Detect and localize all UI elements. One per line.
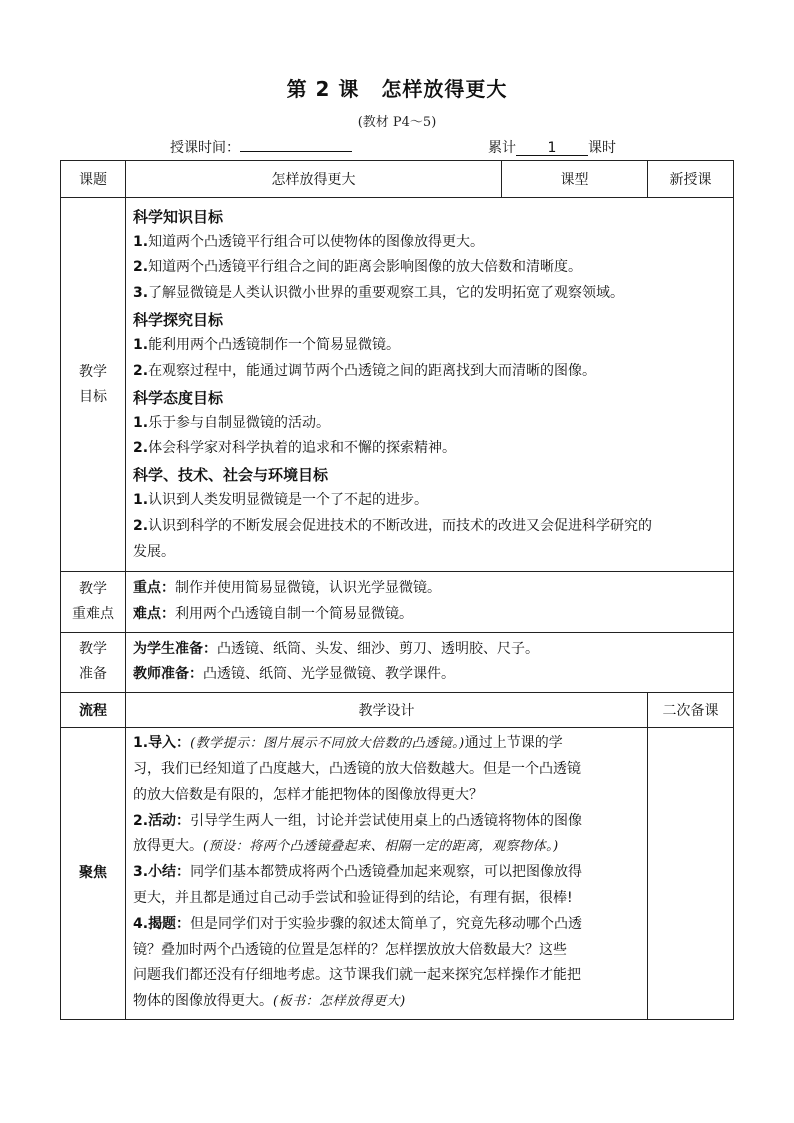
section-head: 科学态度目标: [133, 388, 224, 407]
design-header: 教学设计: [126, 693, 648, 728]
topic-label: 课题: [61, 161, 126, 198]
lesson-number: 第 2 课: [286, 77, 360, 101]
textbook-pages: (教材 P4～5): [357, 115, 437, 130]
section-head: 科学知识目标: [133, 207, 224, 226]
focus-row: [61, 728, 734, 1020]
lesson-plan-table: [60, 160, 734, 1020]
focus-line: 问题我们都还没有仔细地考虑。这节课我们就一起来探究怎样操作才能把: [133, 967, 581, 984]
topic-value: 怎样放得更大: [126, 161, 502, 198]
objectives-label: [61, 198, 126, 572]
objective-item: 2.在观察过程中，能通过调节两个凸透镜之间的距离找到大而清晰的图像。: [133, 362, 597, 379]
objective-item: 1.认识到人类发明显微镜是一个了不起的进步。: [133, 492, 429, 509]
class-time-label: 授课时间：: [170, 140, 240, 156]
keypoints-label-2: 重难点: [72, 605, 114, 622]
second-prep-cell: [648, 728, 734, 1020]
course-type-label: 课型: [502, 161, 648, 198]
student-prep: 为学生准备：凸透镜、纸筒、头发、细沙、剪刀、透明胶、尺子。: [133, 640, 539, 657]
objective-item: 1.乐于参与自制显微镜的活动。: [133, 414, 331, 431]
objectives-label-1: 教学: [79, 363, 107, 380]
key-point: 重点：制作并使用简易显微镜，认识光学显微镜。: [133, 580, 441, 596]
focus-line: 物体的图像放得更大。(板书：怎样放得更大): [133, 993, 406, 1010]
teacher-prep: 教师准备：凸透镜、纸筒、光学显微镜、教学课件。: [133, 666, 455, 683]
lesson-name: 怎样放得更大: [381, 77, 508, 101]
objectives-label-2: 目标: [79, 388, 107, 405]
objective-item-tail: 发展。: [133, 543, 175, 560]
class-time: [170, 137, 352, 157]
focus-label: 聚焦: [61, 728, 126, 1020]
focus-line: 4.揭题：但是同学们对于实验步骤的叙述太简单了，究竟先移动哪个凸透: [133, 915, 583, 932]
cumulative-label: 累计: [488, 140, 516, 156]
objectives-content: [126, 198, 734, 572]
keypoints-row: [61, 572, 734, 633]
cumulative: [488, 137, 616, 157]
prep-label-1: 教学: [79, 641, 107, 658]
keypoints-label-1: 教学: [79, 580, 107, 597]
cumulative-unit: 课时: [588, 140, 616, 156]
focus-content: [126, 728, 648, 1020]
keypoints-content: [126, 572, 734, 633]
difficult-point: 难点：利用两个凸透镜自制一个简易显微镜。: [133, 605, 413, 622]
prep-label-2: 准备: [79, 666, 107, 683]
objective-item: 3.了解显微镜是人类认识微小世界的重要观察工具，它的发明拓宽了观察领域。: [133, 285, 625, 302]
topic-row: [61, 161, 734, 198]
focus-line: 的放大倍数是有限的，怎样才能把物体的图像放得更大？: [133, 786, 483, 803]
section-head: 科学探究目标: [133, 310, 224, 329]
prep-row: [61, 632, 734, 693]
prep-content: [126, 632, 734, 693]
focus-line: 镜？叠加时两个凸透镜的位置是怎样的？怎样摆放放大倍数最大？这些: [133, 941, 567, 958]
meta-row: [60, 137, 732, 157]
class-time-blank: [240, 137, 352, 152]
keypoints-label: [61, 572, 126, 633]
focus-line: 放得更大。(预设：将两个凸透镜叠起来、相隔一定的距离，观察物体。): [133, 838, 559, 855]
focus-line: 1.导入：(教学提示：图片展示不同放大倍数的凸透镜。)通过上节课的学: [133, 735, 563, 752]
cumulative-value: 1: [516, 141, 588, 156]
process-header: 流程: [61, 693, 126, 728]
objective-item: 2.知道两个凸透镜平行组合之间的距离会影响图像的放大倍数和清晰度。: [133, 259, 583, 276]
focus-line: 2.活动：引导学生两人一组，讨论并尝试使用桌上的凸透镜将物体的图像: [133, 812, 583, 829]
flow-header-row: [61, 693, 734, 728]
objectives-row: [61, 198, 734, 572]
section-head: 科学、技术、社会与环境目标: [133, 466, 329, 485]
course-type-value: 新授课: [648, 161, 734, 198]
lesson-title: [0, 73, 794, 102]
focus-line: 3.小结：同学们基本都赞成将两个凸透镜叠加起来观察，可以把图像放得: [133, 864, 583, 881]
objective-item: 1.知道两个凸透镜平行组合可以使物体的图像放得更大。: [133, 233, 485, 250]
second-prep-header: 二次备课: [648, 693, 734, 728]
prep-label: [61, 632, 126, 693]
objective-item: 1.能利用两个凸透镜制作一个简易显微镜。: [133, 336, 401, 353]
focus-line: 习，我们已经知道了凸度越大，凸透镜的放大倍数越大。但是一个凸透镜: [133, 760, 581, 777]
focus-line: 更大，并且都是通过自己动手尝试和验证得到的结论，有理有据，很棒!: [133, 889, 573, 906]
objective-item: 2.体会科学家对科学执着的追求和不懈的探索精神。: [133, 440, 457, 457]
objective-item: 2.认识到科学的不断发展会促进技术的不断改进，而技术的改进又会促进科学研究的: [133, 517, 653, 534]
